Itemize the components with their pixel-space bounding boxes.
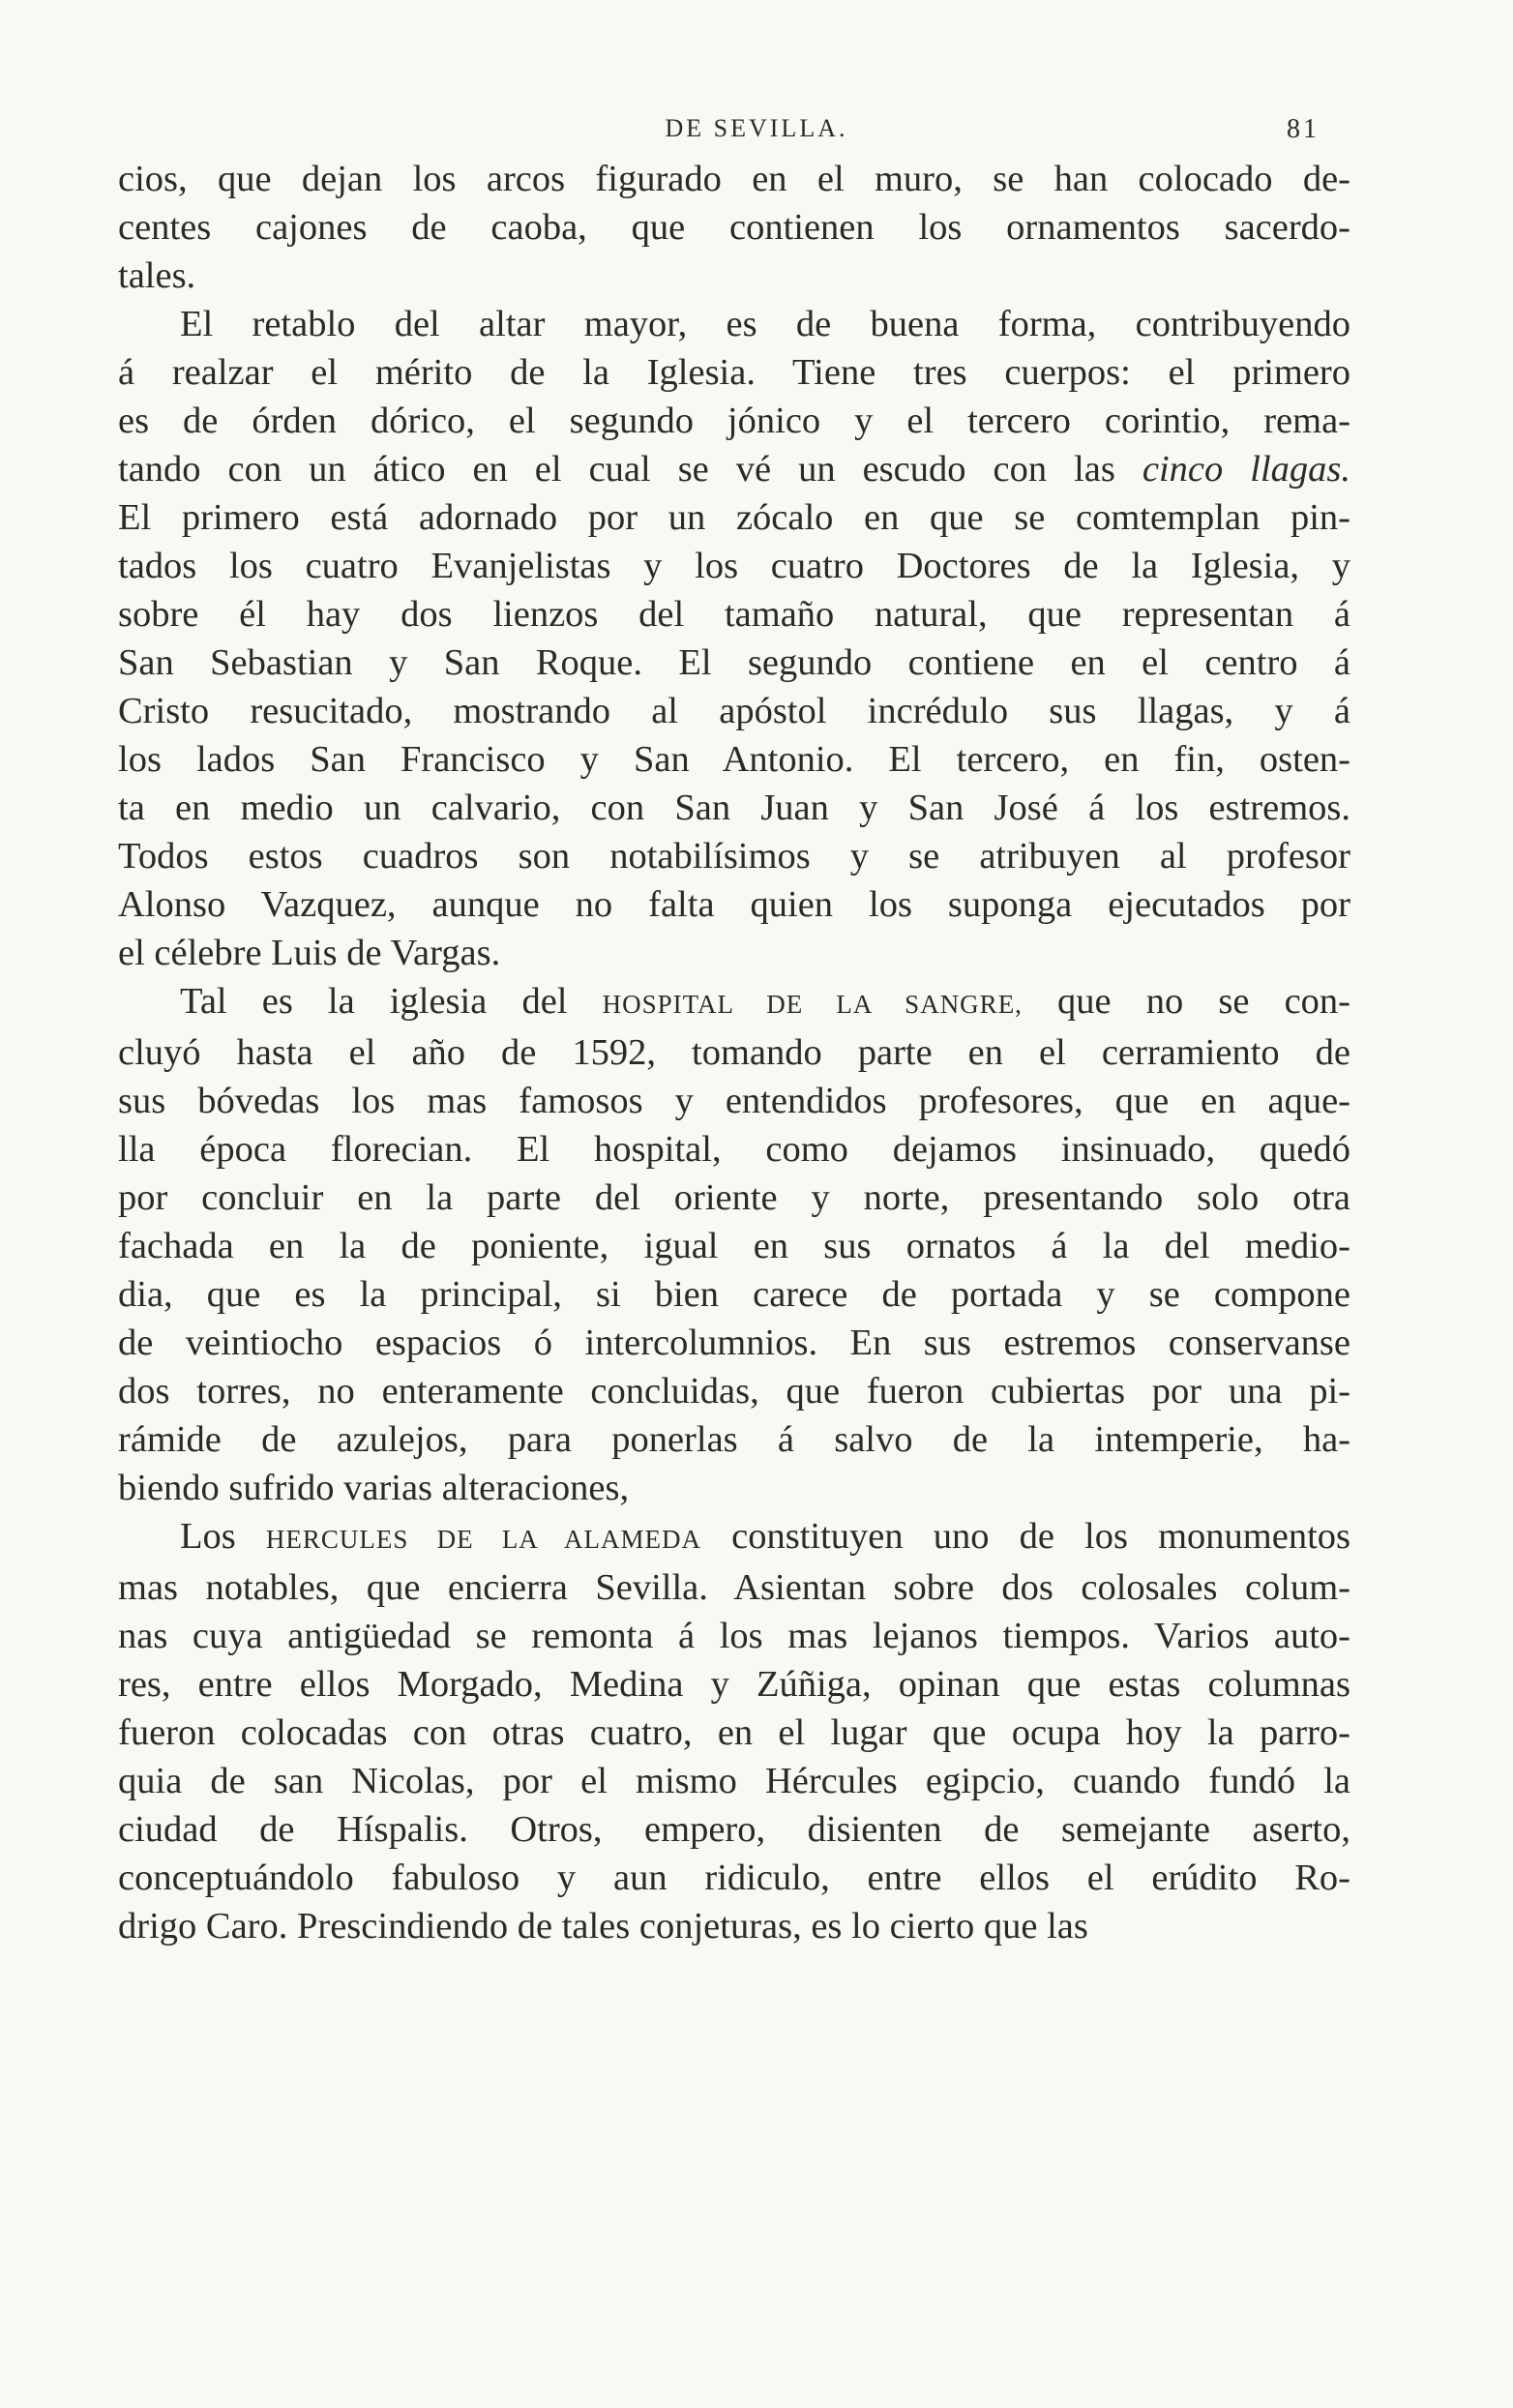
small-caps-name: HERCULES DE LA ALAMEDA bbox=[265, 1525, 702, 1554]
text-line: dos torres, no enteramente concluidas, que fueron cubiertas por una pi- bbox=[118, 1371, 1350, 1412]
text-line: drigo Caro. Prescindiendo de tales conjeturas, es lo cierto que las bbox=[118, 1906, 1088, 1947]
paragraph-2 bbox=[118, 300, 1350, 977]
text-line: fueron colocadas con otras cuatro, en el lugar que ocupa hoy la parro- bbox=[118, 1712, 1350, 1753]
text-line: lla época florecian. El hospital, como dejamos insinuado, quedó bbox=[118, 1129, 1350, 1170]
text-line: res, entre ellos Morgado, Medina y Zúñiga, opinan que estas columnas bbox=[118, 1664, 1350, 1705]
text-line: cios, que dejan los arcos figurado en el muro, se han colocado de- bbox=[118, 159, 1350, 199]
paragraph-1 bbox=[118, 155, 1350, 300]
text-line: Todos estos cuadros son notabilísimos y se atribuyen al profesor bbox=[118, 836, 1350, 877]
text-line: conceptuándolo fabuloso y aun ridiculo, entre ellos el erúdito Ro- bbox=[118, 1858, 1350, 1898]
text-line: mas notables, que encierra Sevilla. Asientan sobre dos colosales colum- bbox=[118, 1567, 1350, 1608]
text-body bbox=[118, 155, 1350, 1950]
paragraph-4 bbox=[118, 1512, 1350, 1950]
text-segment: tando con un ático en el cual se vé un escudo con las bbox=[118, 449, 1142, 490]
text-line: el célebre Luis de Vargas. bbox=[118, 933, 501, 973]
text-line: dia, que es la principal, si bien carece de portada y se compone bbox=[118, 1274, 1350, 1315]
text-line: los lados San Francisco y San Antonio. El tercero, en fin, osten- bbox=[118, 739, 1350, 780]
text-line: ciudad de Híspalis. Otros, empero, disienten de semejante aserto, bbox=[118, 1809, 1350, 1850]
running-head bbox=[0, 114, 1513, 153]
italic-phrase: cinco llagas. bbox=[1142, 449, 1350, 490]
paragraph-3 bbox=[118, 977, 1350, 1512]
text-line: por concluir en la parte del oriente y norte, presentando solo otra bbox=[118, 1177, 1350, 1218]
page-number: 81 bbox=[1287, 114, 1320, 144]
text-line bbox=[118, 977, 1350, 1028]
text-line: sobre él hay dos lienzos del tamaño natural, que representan á bbox=[118, 594, 1350, 635]
text-line: Cristo resucitado, mostrando al apóstol incrédulo sus llagas, y á bbox=[118, 691, 1350, 731]
text-segment: Tal es la iglesia del bbox=[180, 981, 603, 1022]
text-line: ta en medio un calvario, con San Juan y San José á los estremos. bbox=[118, 788, 1350, 828]
text-segment: Los bbox=[180, 1516, 266, 1557]
text-line: cluyó hasta el año de 1592, tomando parte en el cerramiento de bbox=[118, 1032, 1350, 1073]
small-caps-name: HOSPITAL DE LA SANGRE, bbox=[602, 990, 1023, 1019]
text-line: tales. bbox=[118, 255, 196, 296]
text-line: fachada en la de poniente, igual en sus ornatos á la del medio- bbox=[118, 1226, 1350, 1266]
text-line bbox=[118, 445, 1350, 493]
text-line: sus bóvedas los mas famosos y entendidos profesores, que en aque- bbox=[118, 1081, 1350, 1121]
running-title: DE SEVILLA. bbox=[665, 114, 848, 142]
text-segment: constituyen uno de los monumentos bbox=[701, 1516, 1350, 1557]
text-line bbox=[118, 1512, 1350, 1563]
text-line: San Sebastian y San Roque. El segundo contiene en el centro á bbox=[118, 642, 1350, 683]
text-line: á realzar el mérito de la Iglesia. Tiene tres cuerpos: el primero bbox=[118, 352, 1350, 393]
text-line: es de órden dórico, el segundo jónico y el tercero corintio, rema- bbox=[118, 401, 1350, 441]
text-segment: que no se con- bbox=[1022, 981, 1350, 1022]
text-line: quia de san Nicolas, por el mismo Hércules egipcio, cuando fundó la bbox=[118, 1761, 1350, 1801]
text-line: Alonso Vazquez, aunque no falta quien los suponga ejecutados por bbox=[118, 884, 1350, 925]
text-line: rámide de azulejos, para ponerlas á salvo de la intemperie, ha- bbox=[118, 1419, 1350, 1460]
text-line: tados los cuatro Evanjelistas y los cuatro Doctores de la Iglesia, y bbox=[118, 546, 1350, 586]
text-line: nas cuya antigüedad se remonta á los mas lejanos tiempos. Varios auto- bbox=[118, 1616, 1350, 1656]
text-line: biendo sufrido varias alteraciones, bbox=[118, 1468, 630, 1508]
text-line: El retablo del altar mayor, es de buena forma, contribuyendo bbox=[180, 304, 1350, 344]
text-line: El primero está adornado por un zócalo en que se comtemplan pin- bbox=[118, 497, 1350, 538]
text-line: de veintiocho espacios ó intercolumnios. En sus estremos conservanse bbox=[118, 1323, 1350, 1363]
text-line: centes cajones de caoba, que contienen los ornamentos sacerdo- bbox=[118, 207, 1350, 248]
